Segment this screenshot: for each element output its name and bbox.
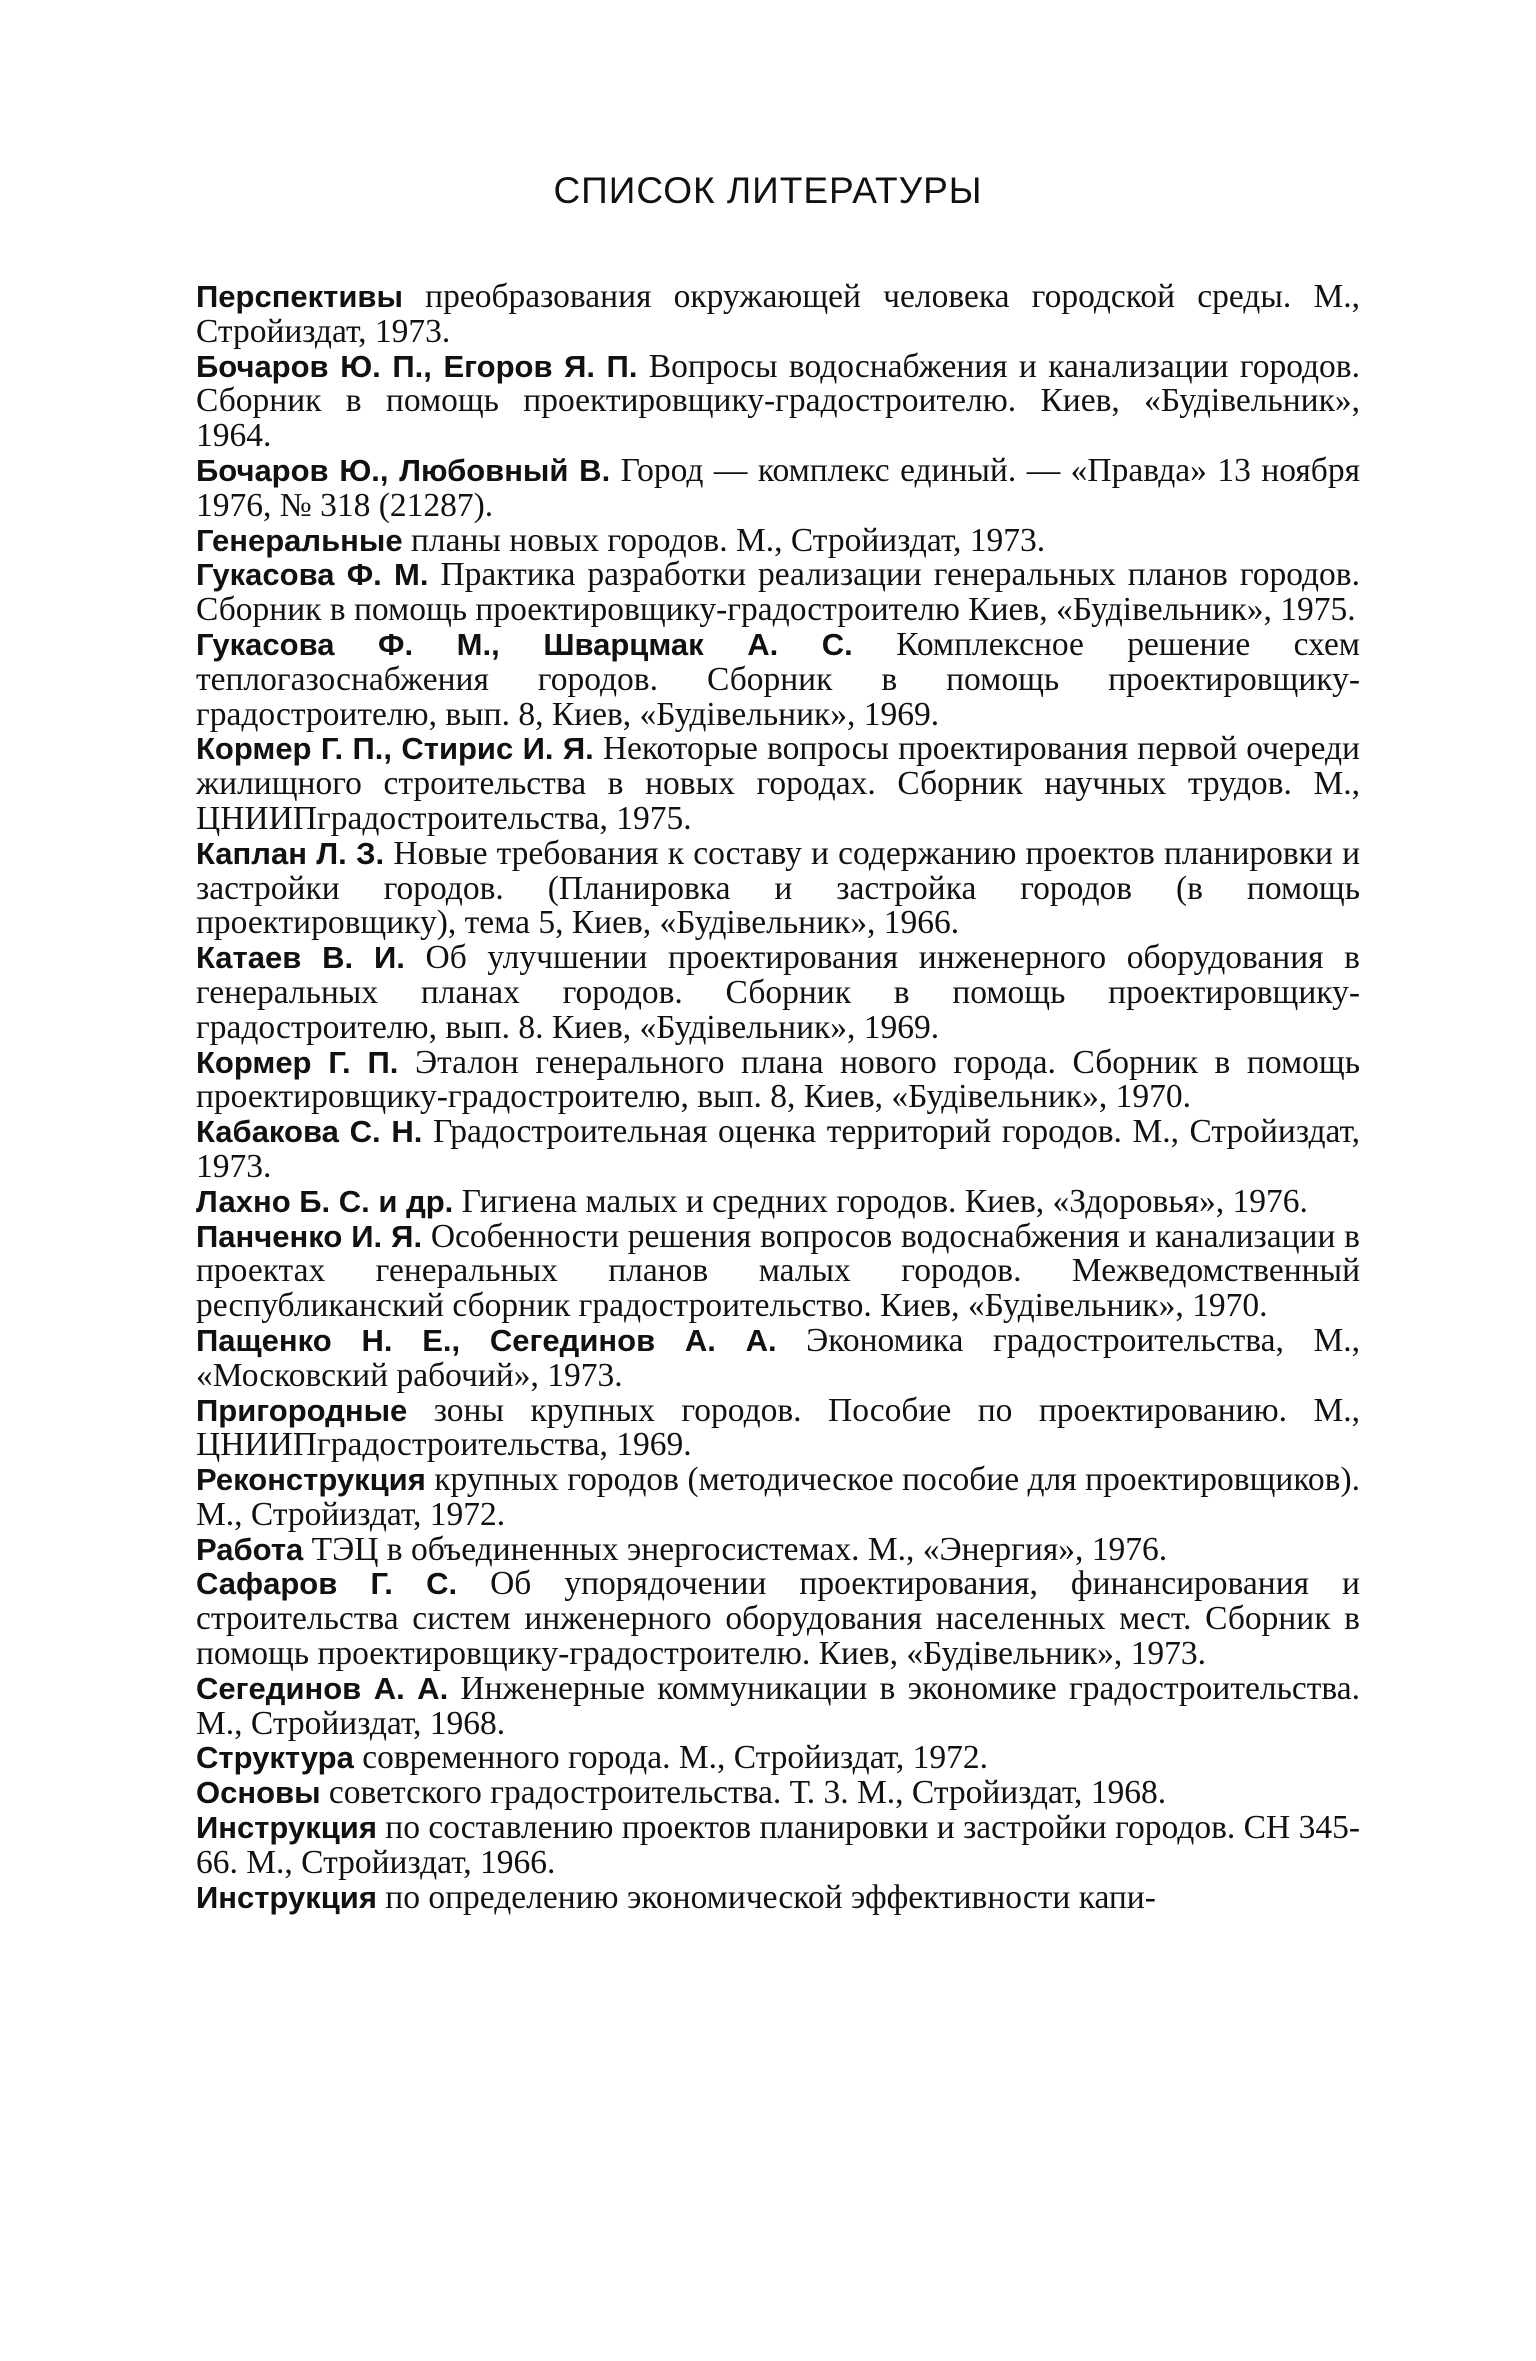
entry-author: Инструкция: [196, 1810, 377, 1846]
entry-text: зоны крупных городов. Пособие по проектированию. М., ЦНИИПградостроительства, 1969.: [196, 1391, 1360, 1464]
entry-author: Сегединов А. А.: [196, 1670, 449, 1706]
entry-text: Некоторые вопросы проектирования первой очереди жилищного строительства в новых городах. Сборник научных трудов. М., ЦНИИПградостроительства, 1975.: [196, 730, 1360, 837]
entry-text: Новые требования к составу и содержанию проектов планировки и застройки городов. (Планировка и застройка городов (в помощь проектировщику), тема 5, Киев, «Будiвельник», 1966.: [196, 834, 1360, 942]
entry-text: Эталон генерального плана нового города. Сборник в помощь проектировщику-градостроителю, вып. 8, Киев, «Будiвельник», 1970.: [196, 1043, 1360, 1116]
entry-text: планы новых городов. М., Стройиздат, 1973.: [402, 521, 1046, 559]
entry-text: Практика разработки реализации генеральных планов городов. Сборник в помощь проектировщику-градостроителю Киев, «Будiвельник», 1975.: [196, 556, 1360, 629]
entry-author: Лахно Б. С. и др.: [196, 1183, 454, 1219]
entry-author: Кормер Г. П., Стирис И. Я.: [196, 731, 594, 767]
entry-text: современного города. М., Стройиздат, 1972.: [353, 1739, 988, 1777]
bibliography-entry: [196, 941, 1360, 1045]
entry-author: Кабакова С. Н.: [196, 1114, 423, 1150]
entry-author: Генеральные: [196, 522, 403, 558]
entry-author: Сафаров Г. С.: [196, 1566, 458, 1602]
bibliography-entry: [196, 521, 1360, 559]
entry-text: Особенности решения вопросов водоснабжения и канализации в проектах генеральных планов малых городов. Межведомственный республиканский сборник градостроительство. Киев, «Будiвельник», 1970.: [196, 1217, 1360, 1325]
bibliography-entry: [196, 280, 1360, 350]
entry-author: Основы: [196, 1775, 321, 1811]
entry-author: Кормер Г. П.: [196, 1044, 399, 1080]
entry-text: Гигиена малых и средних городов. Киев, «Здоровья», 1976.: [453, 1182, 1308, 1220]
bibliography-entry: [196, 1776, 1360, 1811]
page-title: СПИСОК ЛИТЕРАТУРЫ: [553, 170, 983, 211]
entry-text: преобразования окружающей человека городской среды. М., Стройиздат, 1973.: [196, 278, 1360, 350]
bibliography-entry: [196, 1115, 1360, 1185]
bibliography-entry: [196, 1530, 1360, 1568]
entry-text: Инженерные коммуникации в экономике градостроительства. М., Стройиздат, 1968.: [196, 1669, 1360, 1742]
bibliography-entry: [196, 1878, 1360, 1916]
bibliography-entry: [196, 1669, 1360, 1742]
entry-text: по составлению проектов планировки и застройки городов. СН 345-66. М., Стройиздат, 1966.: [196, 1809, 1360, 1881]
bibliography-entry: [196, 1391, 1360, 1464]
entry-author: Бочаров Ю., Любовный В.: [196, 452, 611, 488]
entry-author: Пащенко Н. Е., Сегединов А. А.: [196, 1322, 777, 1358]
bibliography-entry: [196, 732, 1360, 836]
entry-text: по определению экономической эффективности капи-: [376, 1878, 1156, 1916]
entry-author: Реконструкция: [196, 1462, 426, 1498]
bibliography-entry: [196, 451, 1360, 524]
bibliography-entry: [196, 1567, 1360, 1671]
bibliography-entry: [196, 1463, 1360, 1533]
entry-text: Экономика градостроительства, М., «Московский рабочий», 1973.: [196, 1321, 1360, 1394]
bibliography-list: [196, 280, 1360, 1915]
entry-author: Панченко И. Я.: [196, 1218, 423, 1254]
bibliography-entry: [196, 1741, 1360, 1776]
entry-author: Пригородные: [196, 1392, 408, 1428]
bibliography-entry: [196, 1321, 1360, 1394]
entry-text: Вопросы водоснабжения и канализации городов. Сборник в помощь проектировщику-градостроителю. Киев, «Будiвельник», 1964.: [196, 347, 1360, 455]
entry-text: крупных городов (методическое пособие для проектировщиков). М., Стройиздат, 1972.: [196, 1461, 1360, 1533]
entry-author: Гукасова Ф. М.: [196, 557, 429, 593]
entry-text: Комплексное решение схем теплогазоснабжения городов. Сборник в помощь проектировщику-градостроителю, вып. 8, Киев, «Будiвельник», 1969.: [196, 625, 1361, 733]
bibliography-entry: [196, 1811, 1360, 1881]
bibliography-entry: [196, 1217, 1360, 1325]
bibliography-entry: [196, 347, 1360, 455]
entry-author: Катаев В. И.: [196, 940, 405, 976]
bibliography-entry: [196, 1182, 1360, 1220]
entry-author: Работа: [196, 1531, 304, 1567]
entry-text: Об упорядочении проектирования, финансирования и строительства систем инженерного оборудования населенных мест. Сборник в помощь проектировщику-градостроителю. Киев, «Будiвельник», 1973.: [196, 1565, 1360, 1673]
entry-text: Город — комплекс единый. — «Правда» 13 ноября 1976, № 318 (21287).: [196, 451, 1360, 524]
bibliography-entry: [196, 625, 1361, 733]
entry-text: ТЭЦ в объединенных энергосистемах. М., «Энергия», 1976.: [303, 1530, 1168, 1568]
bibliography-entry: [196, 834, 1360, 942]
entry-author: Инструкция: [196, 1879, 377, 1915]
entry-text: Градостроительная оценка территорий городов. М., Стройиздат, 1973.: [196, 1113, 1360, 1185]
entry-author: Каплан Л. З.: [196, 835, 385, 871]
entry-author: Бочаров Ю. П., Егоров Я. П.: [196, 348, 638, 384]
entry-text: Об улучшении проектирования инженерного оборудования в генеральных планах городов. Сборник в помощь проектировщику-градостроителю, вып. 8. Киев, «Будiвельник», 1969.: [196, 939, 1360, 1046]
bibliography-entry: [196, 558, 1360, 628]
entry-text: советского градостроительства. Т. 3. М., Стройиздат, 1968.: [320, 1774, 1167, 1812]
entry-author: Структура: [196, 1740, 354, 1776]
entry-author: Перспективы: [196, 279, 403, 314]
bibliography-entry: [196, 1043, 1360, 1116]
entry-author: Гукасова Ф. М., Шварцмак А. С.: [196, 626, 853, 662]
